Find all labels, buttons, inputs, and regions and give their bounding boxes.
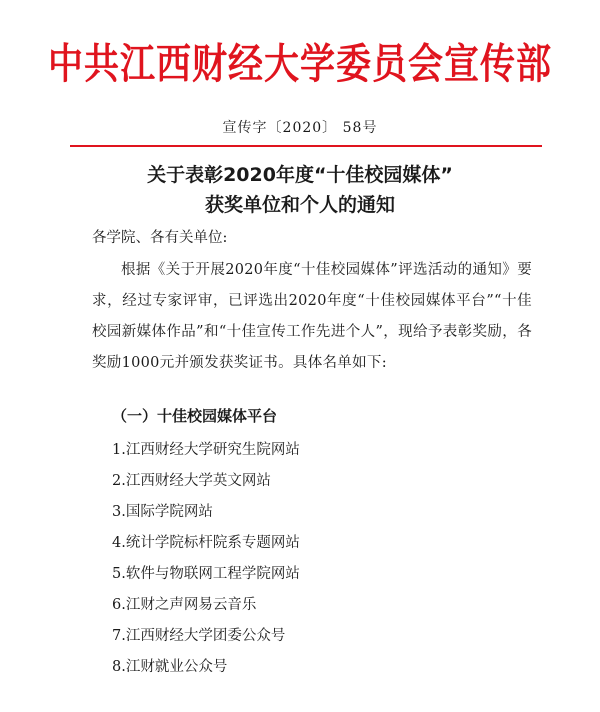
list-item: 8.江财就业公众号: [112, 659, 228, 675]
list-item: 6.江财之声网易云音乐: [112, 597, 257, 613]
section-heading-media-platforms: （一）十佳校园媒体平台: [112, 407, 278, 425]
document-number: 宣传字〔2020〕 58号: [222, 120, 378, 136]
list-item: 3.国际学院网站: [112, 504, 213, 520]
notice-title-line-2: 获奖单位和个人的通知: [204, 194, 395, 216]
notice-title-line-1: 关于表彰2020年度“十佳校园媒体”: [147, 164, 453, 186]
award-list-media-platforms: [112, 440, 300, 688]
list-item: 7.江西财经大学团委公众号: [112, 628, 286, 644]
issuer-masthead: 中共江西财经大学委员会宣传部: [47, 41, 552, 89]
list-item: 2.江西财经大学英文网站: [112, 473, 271, 489]
salutation: 各学院、各有关单位:: [92, 230, 228, 246]
red-divider-line: [70, 145, 542, 147]
list-item: 4.统计学院标杆院系专题网站: [112, 535, 300, 551]
notice-body-paragraph: 根据《关于开展2020年度“十佳校园媒体”评选活动的通知》要求，经过专家评审，已评选出2020年度“十佳校园媒体平台”“十佳校园新媒体作品”和“十佳宣传工作先进个人”，现给予表彰奖励，各奖励1000元并颁发获奖证书。具体名单如下:: [92, 262, 532, 371]
list-item: 5.软件与物联网工程学院网站: [112, 566, 300, 582]
list-item: 1.江西财经大学研究生院网站: [112, 442, 300, 458]
